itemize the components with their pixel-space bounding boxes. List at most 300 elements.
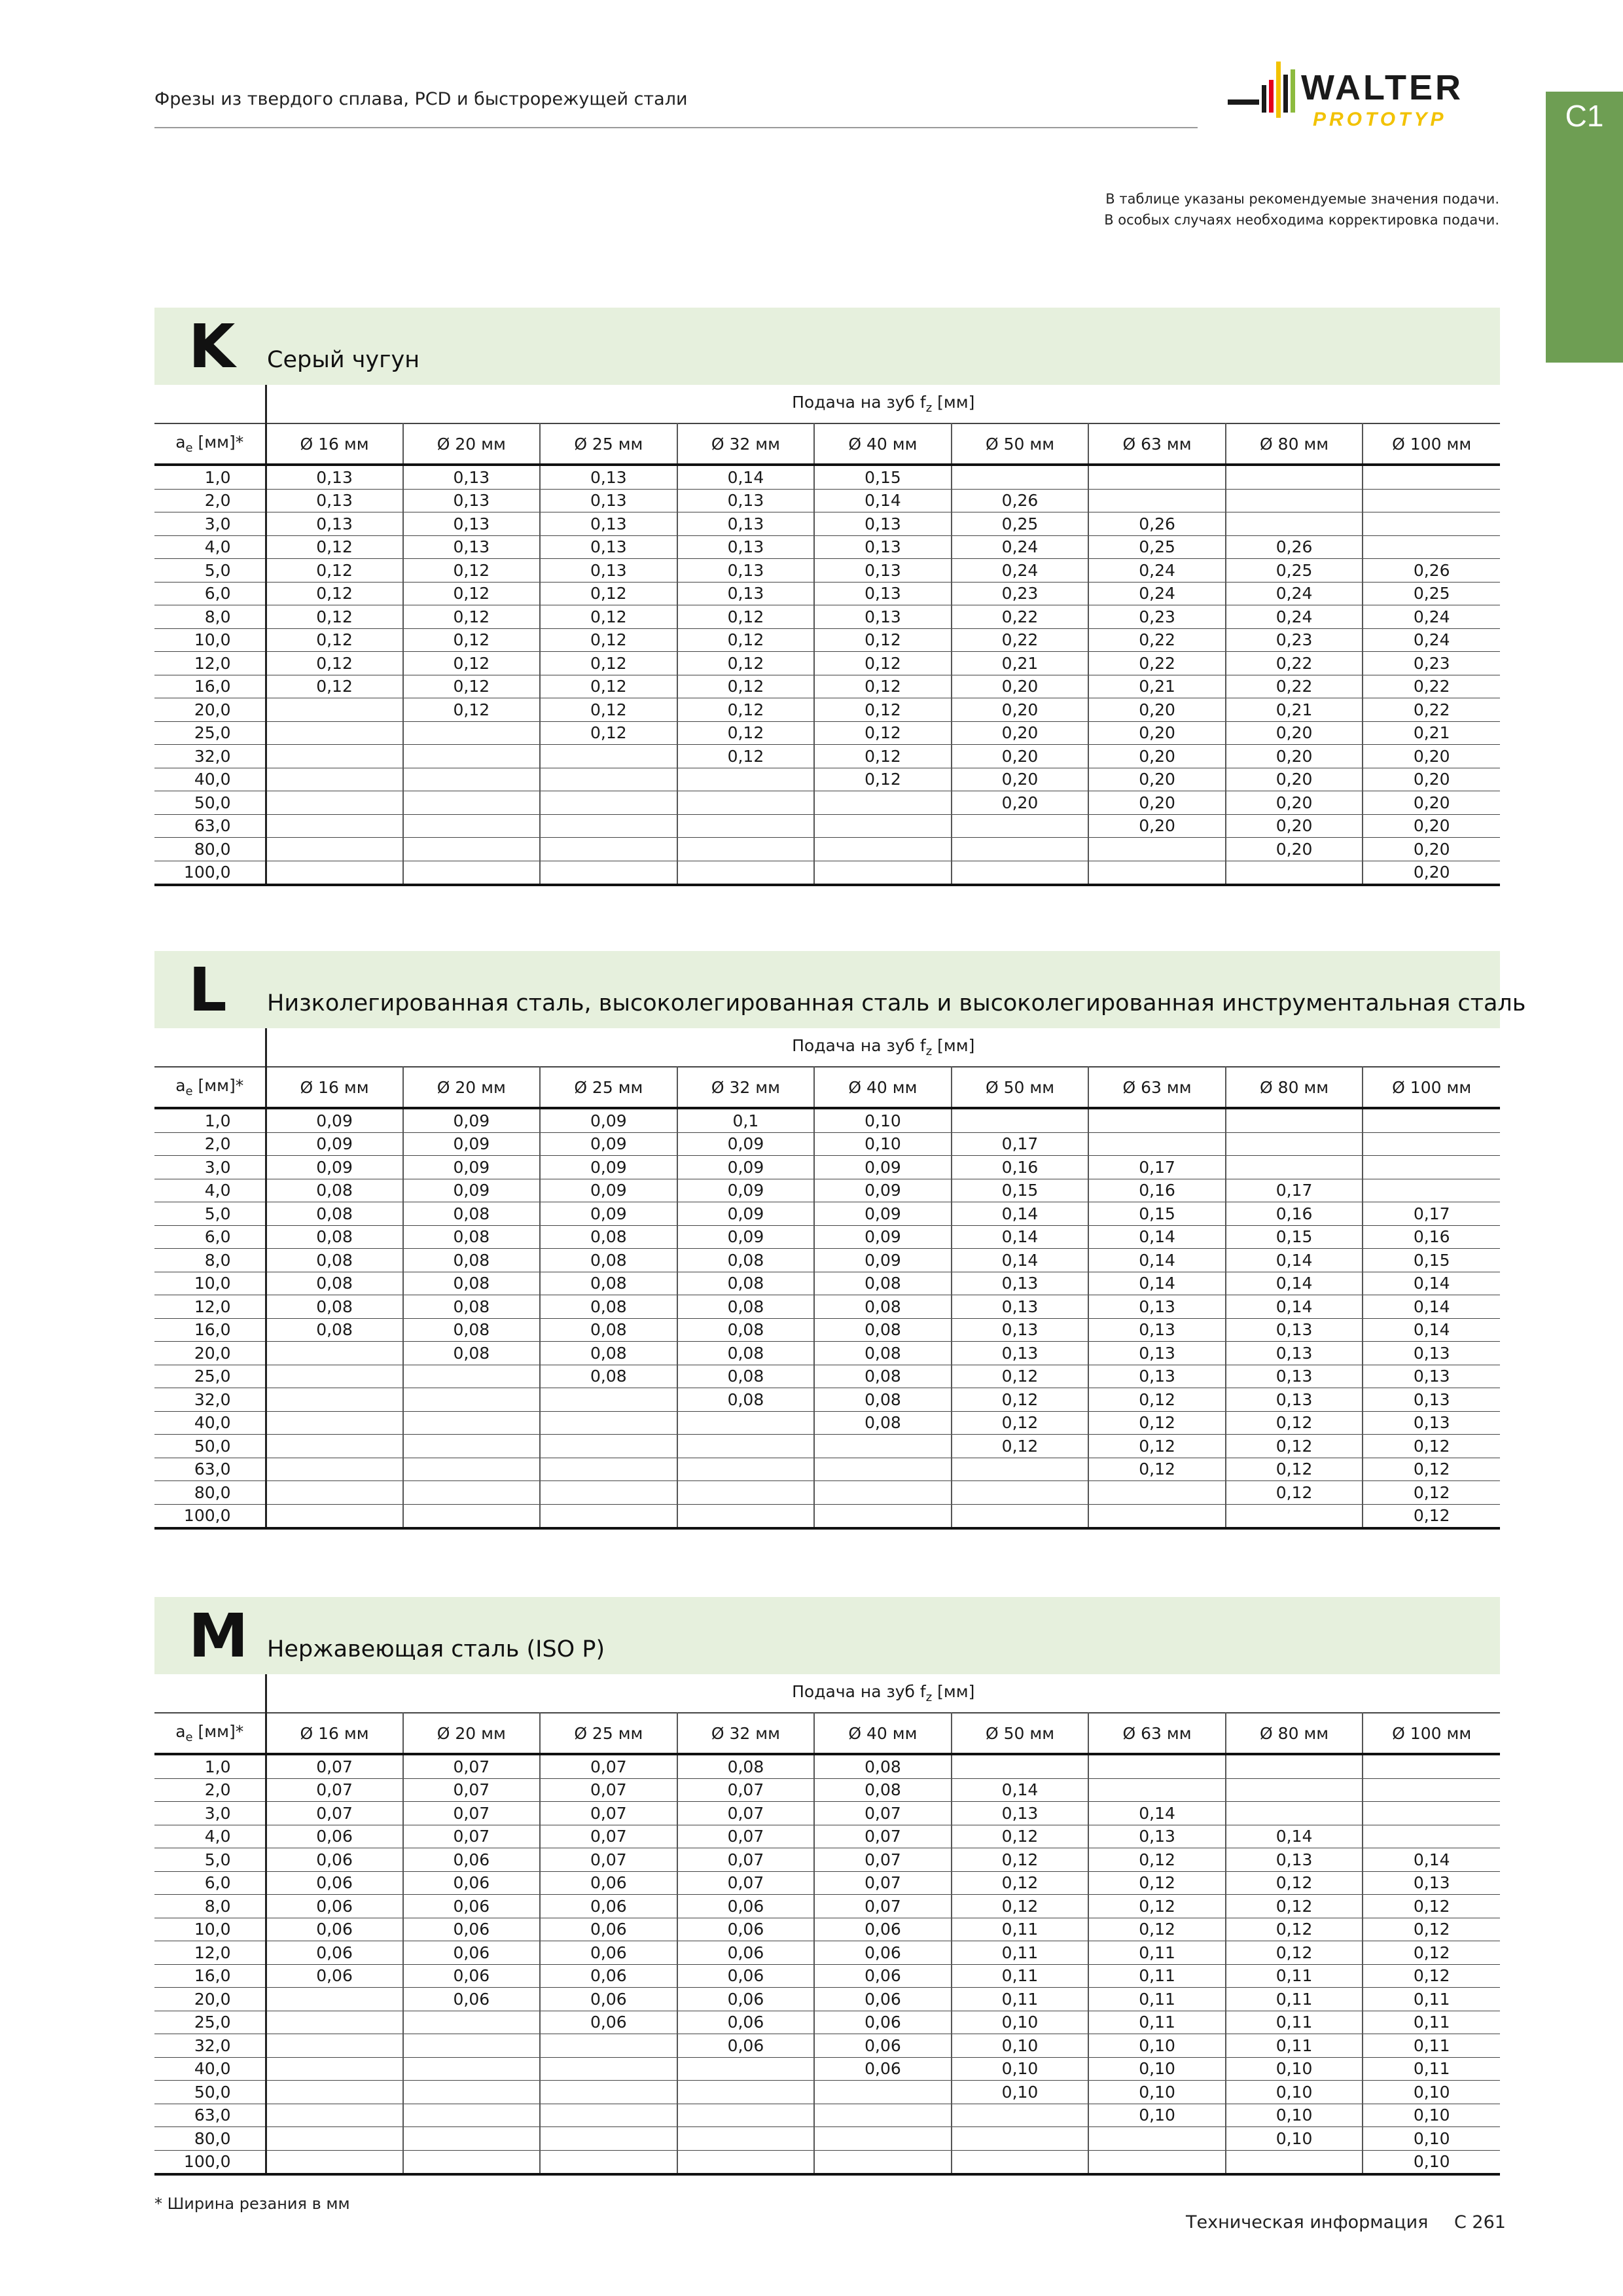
ae-value: 5,0 — [154, 1202, 266, 1226]
ae-value: 1,0 — [154, 465, 266, 489]
feed-value: 0,08 — [814, 1295, 952, 1319]
ae-value: 10,0 — [154, 1918, 266, 1941]
table-row — [154, 652, 1500, 675]
feed-value — [1088, 838, 1226, 861]
feed-value: 0,12 — [266, 559, 403, 583]
feed-value — [814, 814, 952, 838]
feed-value — [403, 861, 541, 885]
feed-value: 0,20 — [1226, 768, 1363, 791]
feed-value: 0,11 — [1088, 1988, 1226, 2011]
feed-value — [677, 1411, 815, 1435]
feed-value — [1226, 489, 1363, 512]
feed-value: 0,09 — [677, 1156, 815, 1179]
table-row — [154, 721, 1500, 745]
table-row — [154, 1481, 1500, 1505]
feed-value: 0,14 — [1363, 1295, 1500, 1319]
feed-value — [952, 1504, 1089, 1528]
table-row — [154, 698, 1500, 722]
feed-value: 0,12 — [1226, 1435, 1363, 1458]
ae-label-sub: e — [185, 1731, 193, 1744]
feed-value: 0,08 — [677, 1272, 815, 1295]
feed-value: 0,10 — [952, 2081, 1089, 2104]
table-row — [154, 1318, 1500, 1342]
feed-value: 0,12 — [403, 582, 541, 605]
feed-value: 0,09 — [814, 1156, 952, 1179]
feed-value: 0,20 — [1088, 768, 1226, 791]
feed-value: 0,24 — [1226, 582, 1363, 605]
feed-value: 0,10 — [1363, 2150, 1500, 2174]
diameter-column-header: Ø 50 мм — [952, 423, 1089, 465]
feed-value — [677, 2104, 815, 2127]
feed-value: 0,10 — [1088, 2034, 1226, 2058]
feed-value: 0,14 — [1088, 1249, 1226, 1272]
diameter-column-header: Ø 20 мм — [403, 1067, 541, 1108]
feed-value — [1088, 1504, 1226, 1528]
feed-value: 0,25 — [1226, 559, 1363, 583]
feed-value: 0,08 — [403, 1295, 541, 1319]
ae-value: 20,0 — [154, 1342, 266, 1365]
ae-label-sub: e — [185, 1085, 193, 1098]
ae-value: 6,0 — [154, 582, 266, 605]
feed-value — [266, 1458, 403, 1481]
feed-value: 0,17 — [952, 1132, 1089, 1156]
group-label-unit: [мм] — [932, 1036, 975, 1055]
feed-value: 0,08 — [403, 1225, 541, 1249]
page-number: C 261 — [1454, 2212, 1506, 2233]
feed-value: 0,23 — [1363, 652, 1500, 675]
feed-value — [952, 465, 1089, 489]
feed-value: 0,12 — [1088, 1458, 1226, 1481]
ae-column-header — [154, 1067, 266, 1108]
feed-value — [266, 1504, 403, 1528]
ae-value: 16,0 — [154, 1964, 266, 1988]
chapter-label: C1 — [1565, 99, 1604, 133]
feed-value: 0,20 — [1363, 838, 1500, 861]
table-row — [154, 1411, 1500, 1435]
section-band — [154, 1597, 1500, 1674]
feed-value: 0,06 — [266, 1871, 403, 1895]
feed-value — [952, 2150, 1089, 2174]
ae-value: 10,0 — [154, 628, 266, 652]
table-row — [154, 582, 1500, 605]
ae-value: 100,0 — [154, 2150, 266, 2174]
feed-value: 0,13 — [540, 512, 677, 536]
feed-value: 0,23 — [952, 582, 1089, 605]
feed-value: 0,06 — [814, 2011, 952, 2034]
feed-value: 0,12 — [1363, 1918, 1500, 1941]
feed-value: 0,08 — [403, 1202, 541, 1226]
ae-value: 4,0 — [154, 535, 266, 559]
feed-value: 0,20 — [1088, 745, 1226, 768]
feed-value: 0,12 — [952, 1871, 1089, 1895]
feed-value: 0,08 — [814, 1411, 952, 1435]
feed-value — [1088, 861, 1226, 885]
feed-value: 0,12 — [266, 582, 403, 605]
feed-value: 0,07 — [266, 1778, 403, 1802]
feed-value: 0,09 — [677, 1225, 815, 1249]
feed-value: 0,06 — [814, 1964, 952, 1988]
feed-value: 0,20 — [952, 675, 1089, 698]
feed-value: 0,12 — [540, 675, 677, 698]
feed-value: 0,13 — [540, 559, 677, 583]
feed-value: 0,17 — [1088, 1156, 1226, 1179]
feed-value — [1363, 1802, 1500, 1825]
feed-value: 0,21 — [1226, 698, 1363, 722]
footer-label: Техническая информация — [1186, 2212, 1429, 2233]
feed-value: 0,08 — [540, 1342, 677, 1365]
table-row — [154, 1179, 1500, 1202]
group-label-sub: z — [925, 1045, 933, 1058]
feed-value: 0,08 — [403, 1342, 541, 1365]
feed-value: 0,06 — [403, 1988, 541, 2011]
table-row — [154, 861, 1500, 885]
feed-value — [814, 791, 952, 815]
feed-value: 0,12 — [814, 721, 952, 745]
diameter-column-header: Ø 80 мм — [1226, 423, 1363, 465]
feed-value: 0,12 — [266, 535, 403, 559]
feed-value: 0,13 — [814, 582, 952, 605]
feed-value: 0,21 — [952, 652, 1089, 675]
diameter-column-header: Ø 100 мм — [1363, 1713, 1500, 1754]
feed-value: 0,08 — [266, 1318, 403, 1342]
feed-value: 0,12 — [403, 605, 541, 629]
feed-value — [814, 1504, 952, 1528]
feed-value: 0,08 — [677, 1342, 815, 1365]
feed-value: 0,23 — [1226, 628, 1363, 652]
diameter-column-header: Ø 32 мм — [677, 1067, 815, 1108]
feed-value — [952, 1458, 1089, 1481]
feed-value: 0,08 — [266, 1272, 403, 1295]
feed-value: 0,12 — [1363, 1435, 1500, 1458]
feed-value — [814, 1481, 952, 1505]
feed-value: 0,20 — [1226, 814, 1363, 838]
table-header-row — [154, 1067, 1500, 1108]
ae-value: 3,0 — [154, 1802, 266, 1825]
ae-value: 2,0 — [154, 489, 266, 512]
feed-value: 0,11 — [952, 1918, 1089, 1941]
diameter-column-header: Ø 16 мм — [266, 1067, 403, 1108]
feed-value — [403, 721, 541, 745]
feed-value — [1226, 1132, 1363, 1156]
table-row — [154, 1918, 1500, 1941]
feed-value: 0,12 — [266, 675, 403, 698]
feed-value — [403, 1458, 541, 1481]
diameter-column-header: Ø 50 мм — [952, 1713, 1089, 1754]
material-group-letter: M — [188, 1601, 249, 1671]
feed-note — [1104, 188, 1499, 230]
feed-value — [1088, 1778, 1226, 1802]
group-label-unit: [мм] — [932, 393, 975, 412]
feed-value: 0,08 — [814, 1342, 952, 1365]
feed-value: 0,06 — [266, 1964, 403, 1988]
feed-value: 0,12 — [403, 628, 541, 652]
feed-value: 0,14 — [1088, 1225, 1226, 1249]
feed-value: 0,15 — [952, 1179, 1089, 1202]
feed-value: 0,14 — [1363, 1848, 1500, 1872]
feed-value — [266, 698, 403, 722]
ae-value: 50,0 — [154, 1435, 266, 1458]
ae-value: 50,0 — [154, 791, 266, 815]
feed-value: 0,06 — [540, 2011, 677, 2034]
ae-value: 8,0 — [154, 605, 266, 629]
table-row — [154, 2150, 1500, 2174]
feed-value — [403, 2011, 541, 2034]
feed-value: 0,12 — [403, 559, 541, 583]
feed-value: 0,10 — [952, 2011, 1089, 2034]
feed-value: 0,14 — [814, 489, 952, 512]
feed-value: 0,12 — [1226, 1941, 1363, 1965]
diameter-column-header: Ø 16 мм — [266, 1713, 403, 1754]
table-row — [154, 768, 1500, 791]
feed-value: 0,06 — [677, 1988, 815, 2011]
table-row — [154, 2127, 1500, 2151]
feed-value: 0,20 — [1088, 814, 1226, 838]
table-row — [154, 1778, 1500, 1802]
feed-value: 0,10 — [952, 2034, 1089, 2058]
feed-value — [403, 791, 541, 815]
feed-value: 0,06 — [814, 2057, 952, 2081]
feed-value — [1226, 1802, 1363, 1825]
feed-value — [1226, 861, 1363, 885]
feed-value: 0,12 — [1363, 1504, 1500, 1528]
feed-value: 0,12 — [1363, 1895, 1500, 1918]
ae-value: 80,0 — [154, 2127, 266, 2151]
feed-value: 0,08 — [677, 1365, 815, 1388]
table-row — [154, 814, 1500, 838]
feed-table — [154, 1674, 1500, 2176]
feed-value — [1226, 1156, 1363, 1179]
feed-value: 0,13 — [1226, 1365, 1363, 1388]
feed-value: 0,13 — [1226, 1388, 1363, 1412]
feed-value: 0,22 — [1226, 675, 1363, 698]
feed-value — [403, 1481, 541, 1505]
feed-value: 0,13 — [1226, 1342, 1363, 1365]
group-label-sub: z — [925, 401, 933, 415]
feed-value: 0,13 — [1226, 1848, 1363, 1872]
table-row — [154, 2057, 1500, 2081]
feed-value: 0,25 — [1088, 535, 1226, 559]
feed-value — [540, 2127, 677, 2151]
feed-value — [814, 838, 952, 861]
table-row — [154, 1941, 1500, 1965]
feed-value: 0,12 — [1363, 1481, 1500, 1505]
feed-value: 0,07 — [677, 1802, 815, 1825]
feed-value: 0,12 — [677, 675, 815, 698]
ae-value: 40,0 — [154, 768, 266, 791]
table-row — [154, 465, 1500, 489]
feed-value — [1088, 1481, 1226, 1505]
feed-value: 0,16 — [1226, 1202, 1363, 1226]
feed-value — [677, 1481, 815, 1505]
feed-value: 0,13 — [1363, 1411, 1500, 1435]
group-label-text: Подача на зуб f — [792, 1682, 926, 1701]
feed-value: 0,20 — [952, 745, 1089, 768]
table-row — [154, 1871, 1500, 1895]
feed-value: 0,16 — [1088, 1179, 1226, 1202]
feed-value: 0,21 — [1088, 675, 1226, 698]
feed-value: 0,13 — [952, 1295, 1089, 1319]
feed-value: 0,12 — [1088, 1848, 1226, 1872]
feed-value: 0,06 — [540, 1895, 677, 1918]
feed-value — [266, 1481, 403, 1505]
feed-value — [540, 1435, 677, 1458]
feed-value: 0,13 — [540, 535, 677, 559]
feed-value: 0,14 — [1226, 1295, 1363, 1319]
section-band — [154, 951, 1526, 1028]
feed-value: 0,14 — [1088, 1802, 1226, 1825]
table-row — [154, 675, 1500, 698]
feed-value: 0,12 — [540, 721, 677, 745]
ae-value: 4,0 — [154, 1825, 266, 1848]
feed-value: 0,13 — [677, 489, 815, 512]
feed-value: 0,15 — [1363, 1249, 1500, 1272]
feed-value — [266, 791, 403, 815]
feed-value: 0,08 — [677, 1249, 815, 1272]
feed-value: 0,12 — [677, 721, 815, 745]
ae-value: 32,0 — [154, 2034, 266, 2058]
ae-value: 12,0 — [154, 1295, 266, 1319]
feed-value: 0,22 — [1363, 698, 1500, 722]
feed-value: 0,14 — [1363, 1272, 1500, 1295]
diameter-column-header: Ø 32 мм — [677, 423, 815, 465]
feed-value: 0,09 — [814, 1179, 952, 1202]
feed-value: 0,20 — [952, 768, 1089, 791]
ae-value: 63,0 — [154, 2104, 266, 2127]
feed-value — [266, 1435, 403, 1458]
feed-value: 0,13 — [1088, 1365, 1226, 1388]
feed-value — [677, 838, 815, 861]
feed-value — [952, 1108, 1089, 1132]
feed-value: 0,14 — [1226, 1272, 1363, 1295]
feed-value — [403, 1411, 541, 1435]
feed-value: 0,08 — [540, 1365, 677, 1388]
feed-value: 0,25 — [1363, 582, 1500, 605]
feed-value: 0,06 — [403, 1895, 541, 1918]
feed-value: 0,11 — [1226, 2011, 1363, 2034]
feed-value: 0,12 — [1226, 1918, 1363, 1941]
feed-value: 0,09 — [677, 1179, 815, 1202]
feed-value: 0,07 — [403, 1754, 541, 1778]
material-group-title: Нержавеющая сталь (ISO P) — [267, 1636, 605, 1662]
ae-value: 63,0 — [154, 1458, 266, 1481]
feed-value: 0,13 — [1088, 1825, 1226, 1848]
ae-value: 40,0 — [154, 2057, 266, 2081]
feed-value — [540, 1388, 677, 1412]
table-row — [154, 1272, 1500, 1295]
table-row — [154, 791, 1500, 815]
feed-value — [1226, 1108, 1363, 1132]
feed-value: 0,13 — [814, 535, 952, 559]
feed-value: 0,12 — [1226, 1458, 1363, 1481]
ae-value: 2,0 — [154, 1778, 266, 1802]
ae-value: 32,0 — [154, 745, 266, 768]
feed-value: 0,12 — [540, 582, 677, 605]
feed-value — [952, 814, 1089, 838]
feed-value: 0,06 — [266, 1895, 403, 1918]
feed-value: 0,12 — [540, 605, 677, 629]
feed-value — [540, 1504, 677, 1528]
feed-value: 0,12 — [814, 675, 952, 698]
feed-value — [1226, 2150, 1363, 2174]
feed-value: 0,20 — [1363, 814, 1500, 838]
feed-value: 0,09 — [814, 1249, 952, 1272]
feed-value: 0,12 — [1088, 1388, 1226, 1412]
table-header-row — [154, 423, 1500, 465]
feed-value — [403, 2104, 541, 2127]
table-header-row — [154, 1713, 1500, 1754]
feed-note-line-2: В особых случаях необходима корректировка подачи. — [1104, 212, 1499, 228]
feed-value: 0,07 — [814, 1871, 952, 1895]
feed-value: 0,07 — [403, 1825, 541, 1848]
feed-value: 0,20 — [1226, 745, 1363, 768]
feed-value: 0,10 — [1088, 2104, 1226, 2127]
feed-value: 0,12 — [677, 628, 815, 652]
feed-value: 0,13 — [540, 489, 677, 512]
feed-value: 0,12 — [1088, 1871, 1226, 1895]
ae-value: 3,0 — [154, 512, 266, 536]
feed-value: 0,08 — [266, 1249, 403, 1272]
feed-value — [266, 2034, 403, 2058]
feed-value — [814, 861, 952, 885]
feed-value: 0,20 — [1363, 861, 1500, 885]
feed-value — [540, 1481, 677, 1505]
feed-value: 0,09 — [677, 1132, 815, 1156]
feed-value: 0,11 — [1088, 2011, 1226, 2034]
feed-value: 0,06 — [814, 1918, 952, 1941]
feed-value — [677, 814, 815, 838]
feed-value — [1363, 1108, 1500, 1132]
feed-value — [266, 2057, 403, 2081]
feed-value: 0,07 — [677, 1848, 815, 1872]
feed-value: 0,08 — [814, 1754, 952, 1778]
footnote: * Ширина резания в мм — [154, 2195, 350, 2213]
ae-value: 2,0 — [154, 1132, 266, 1156]
table-row — [154, 1802, 1500, 1825]
feed-value: 0,07 — [540, 1802, 677, 1825]
feed-value — [677, 768, 815, 791]
logo-sub: PROTOTYP — [1313, 109, 1447, 130]
feed-value: 0,06 — [266, 1941, 403, 1965]
feed-value: 0,22 — [1226, 652, 1363, 675]
table-row — [154, 535, 1500, 559]
feed-value: 0,06 — [540, 1964, 677, 1988]
feed-value: 0,11 — [1088, 1941, 1226, 1965]
ae-value: 50,0 — [154, 2081, 266, 2104]
feed-value: 0,13 — [1226, 1318, 1363, 1342]
feed-value: 0,09 — [540, 1179, 677, 1202]
feed-value: 0,07 — [540, 1754, 677, 1778]
feed-value — [266, 2127, 403, 2151]
feed-value: 0,12 — [952, 1411, 1089, 1435]
feed-value: 0,20 — [1226, 791, 1363, 815]
table-row — [154, 1848, 1500, 1872]
feed-value: 0,12 — [1226, 1411, 1363, 1435]
section-band — [154, 308, 1500, 385]
table-row — [154, 838, 1500, 861]
feed-value — [266, 768, 403, 791]
feed-value: 0,11 — [1363, 2034, 1500, 2058]
feed-value: 0,08 — [814, 1365, 952, 1388]
feed-value: 0,07 — [814, 1802, 952, 1825]
feed-value: 0,10 — [1363, 2127, 1500, 2151]
feed-value: 0,20 — [952, 791, 1089, 815]
feed-value — [952, 861, 1089, 885]
feed-value: 0,09 — [814, 1225, 952, 1249]
feed-value: 0,14 — [1088, 1272, 1226, 1295]
feed-value: 0,12 — [403, 652, 541, 675]
feed-value: 0,12 — [403, 675, 541, 698]
ae-value: 40,0 — [154, 1411, 266, 1435]
